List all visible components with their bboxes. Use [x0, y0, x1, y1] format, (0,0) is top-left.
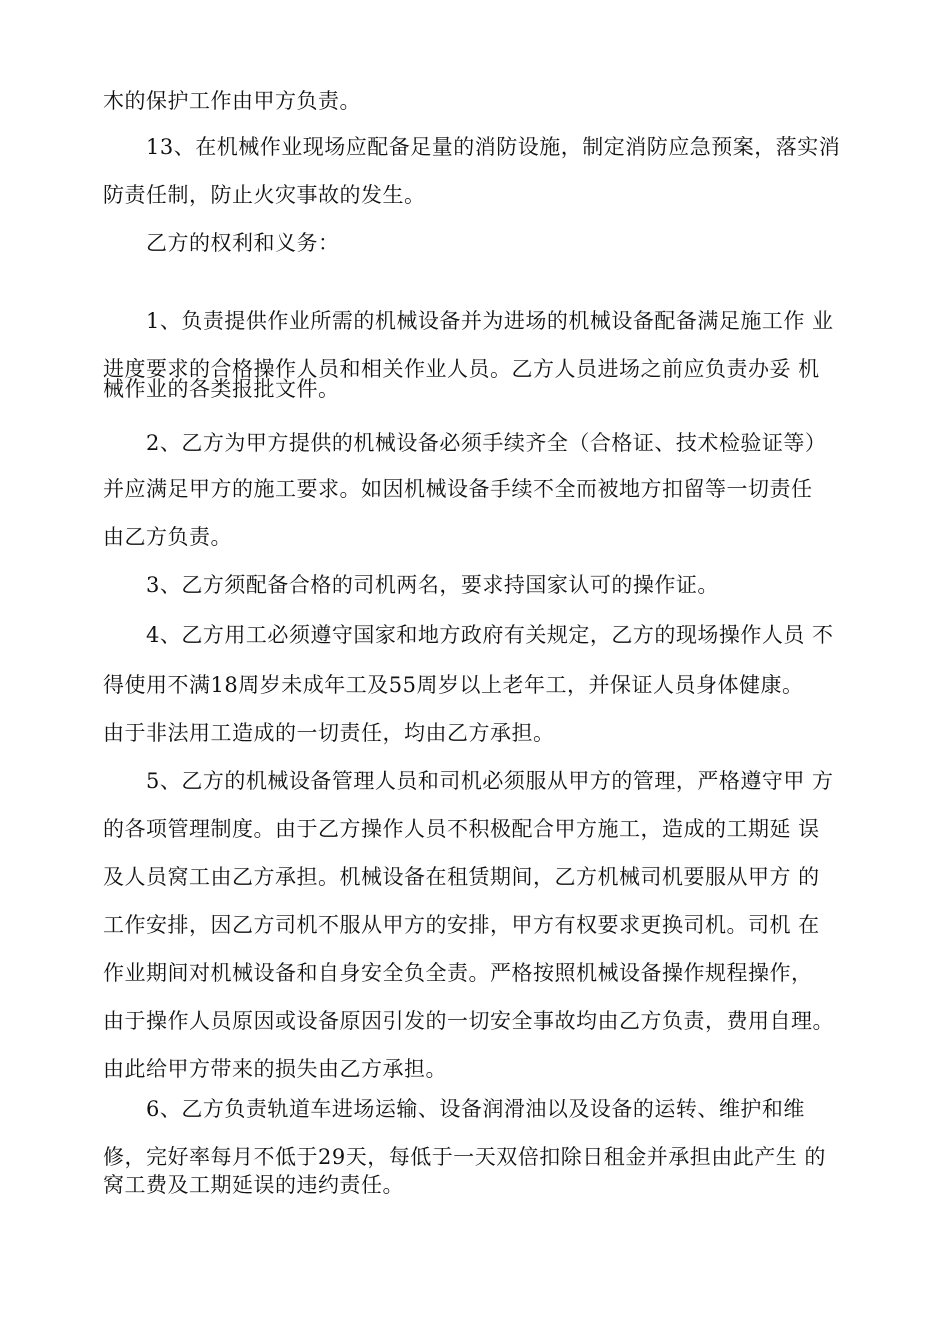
text-line: 3、乙方须配备合格的司机两名，要求持国家认可的操作证。: [146, 573, 719, 597]
text-line: 1、负责提供作业所需的机械设备并为进场的机械设备配备满足施工作 业: [146, 309, 834, 333]
text-line: 2、乙方为甲方提供的机械设备必须手续齐全（合格证、技术检验证等）: [146, 431, 827, 455]
text-line: 修，完好率每月不低于29天，每低于一天双倍扣除日租金并承担由此产生 的: [103, 1145, 826, 1169]
text-line: 由此给甲方带来的损失由乙方承担。: [103, 1057, 447, 1081]
text-line: 由乙方负责。: [103, 525, 232, 549]
text-line: 防责任制，防止火灾事故的发生。: [103, 183, 426, 207]
text-line: 得使用不满18周岁未成年工及55周岁以上老年工，并保证人员身体健康。: [103, 673, 804, 697]
text-line: 由于操作人员原因或设备原因引发的一切安全事故均由乙方负责，费用自理。: [103, 1009, 834, 1033]
text-line: 6、乙方负责轨道车进场运输、设备润滑油以及设备的运转、维护和维: [146, 1097, 805, 1121]
section-heading: 乙方的权利和义务：: [146, 231, 340, 255]
text-line: 进度要求的合格操作人员和相关作业人员。乙方人员进场之前应负责办妥 机: [103, 357, 820, 381]
text-line: 工作安排，因乙方司机不服从甲方的安排，甲方有权要求更换司机。司机 在: [103, 913, 820, 937]
text-line: 的各项管理制度。由于乙方操作人员不积极配合甲方施工，造成的工期延 误: [103, 817, 820, 841]
text-line: 并应满足甲方的施工要求。如因机械设备手续不全而被地方扣留等一切责任: [103, 477, 813, 501]
text-line: 窝工费及工期延误的违约责任。: [103, 1173, 404, 1197]
text-line: 5、乙方的机械设备管理人员和司机必须服从甲方的管理，严格遵守甲 方: [146, 769, 834, 793]
text-line: 由于非法用工造成的一切责任，均由乙方承担。: [103, 721, 555, 745]
text-line: 4、乙方用工必须遵守国家和地方政府有关规定，乙方的现场操作人员 不: [146, 623, 834, 647]
text-line: 及人员窝工由乙方承担。机械设备在租赁期间，乙方机械司机要服从甲方 的: [103, 865, 820, 889]
text-line: 13、在机械作业现场应配备足量的消防设施，制定消防应急预案，落实消: [146, 135, 841, 159]
text-line: 作业期间对机械设备和自身安全负全责。严格按照机械设备操作规程操作，: [103, 961, 813, 985]
text-line: 械作业的各类报批文件。: [103, 377, 340, 401]
text-line: 木的保护工作由甲方负责。: [103, 89, 361, 113]
